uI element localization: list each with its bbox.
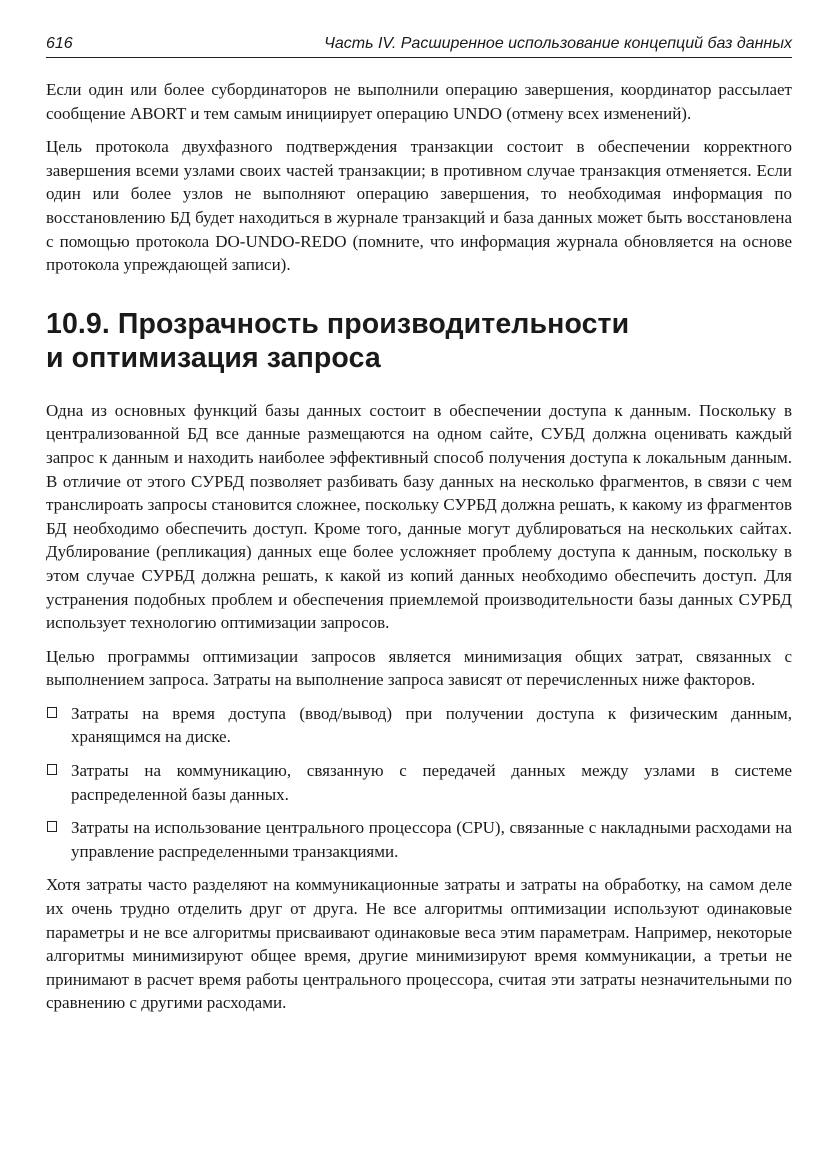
checkbox-square-icon: [47, 821, 57, 832]
paragraph: Одна из основных функций базы данных состоит в обеспечении доступа к данным. Поскольку в централизованной БД все данные размещаются на одном сайте, СУБД должна оценивать каждый запрос к данным и находить наиболее эффективный способ получения доступа к локальным данным. В отличие от этого СУРБД позволяет разбивать базу данных на несколько фрагментов, в связи с чем транслироать запросы становится сложнее, поскольку СУРБД должна решать, к какому из фрагментов БД необходимо обеспечить доступ. Кроме того, данные могут дублироваться на нескольких сайтах. Дублирование (репликация) данных еще более усложняет проблему доступа к данным, поскольку в этом случае СУРБД должна решать, к какой из копий данных необходимо обеспечить доступ. Для устранения подобных проблем и обеспечения приемлемой производительности базы данных СУРБД использует технологию оптимизации запросов.: [46, 400, 792, 633]
list-item: [46, 816, 792, 863]
chapter-title: Часть IV. Расширенное использование концепций баз данных: [324, 35, 792, 52]
paragraph: Если один или более субординаторов не выполнили операцию завершения, координатор рассылает сообщение ABORT и тем самым инициирует операцию UNDO (отмену всех изменений).: [46, 80, 792, 123]
section-heading-line: 10.9. Прозрачность производительности: [46, 307, 630, 340]
running-header: [46, 34, 792, 58]
list-item-text: Затраты на коммуникацию, связанную с передачей данных между узлами в системе распределенной базы данных.: [71, 761, 792, 804]
list-item: [46, 702, 792, 749]
paragraph: Хотя затраты часто разделяют на коммуникационные затраты и затраты на обработку, на самом деле их очень трудно отделить друг от друга. Не все алгоритмы оптимизации используют одинаковые параметры и не все алгоритмы присваивают одинаковые веса этим параметрам. Например, некоторые алгоритмы минимизируют общее время, другие минимизируют время коммуникации, а третьи не принимают в расчет время работы центрального процессора, считая эти затраты незначительными по сравнению с другими расходами.: [46, 875, 792, 1013]
section-heading: [46, 307, 792, 375]
list-item-text: Затраты на время доступа (ввод/вывод) при получении доступа к физическим данным, хранящимся на диске.: [71, 703, 792, 747]
bullet-list: [46, 702, 792, 864]
book-page: [46, 34, 792, 1025]
page-number: 616: [46, 35, 73, 52]
section-heading-line: и оптимизация запроса: [46, 341, 381, 374]
paragraph: Целью программы оптимизации запросов является минимизация общих затрат, связанных с выполнением запроса. Затраты на выполнение запроса зависят от перечисленных ниже факторов.: [46, 646, 792, 690]
list-item: [46, 759, 792, 806]
paragraph: Цель протокола двухфазного подтверждения транзакции состоит в обеспечении корректного завершения всеми узлами своих частей транзакции; в противном случае транзакция отменяется. Если один или более узлов не выполняют операцию завершения, то необходимая информация по восстановлению БД будет находиться в журнале транзакций и база данных может быть восстановлена с помощью протокола DO-UNDO-REDO (помните, что информация журнала обновляется на основе протокола упреждающей записи).: [46, 137, 792, 275]
list-item-text: Затраты на использование центрального процессора (CPU), связанные с накладными расходами на управление распределенными транзакциями.: [71, 818, 792, 861]
checkbox-square-icon: [47, 707, 57, 718]
checkbox-square-icon: [47, 764, 57, 775]
